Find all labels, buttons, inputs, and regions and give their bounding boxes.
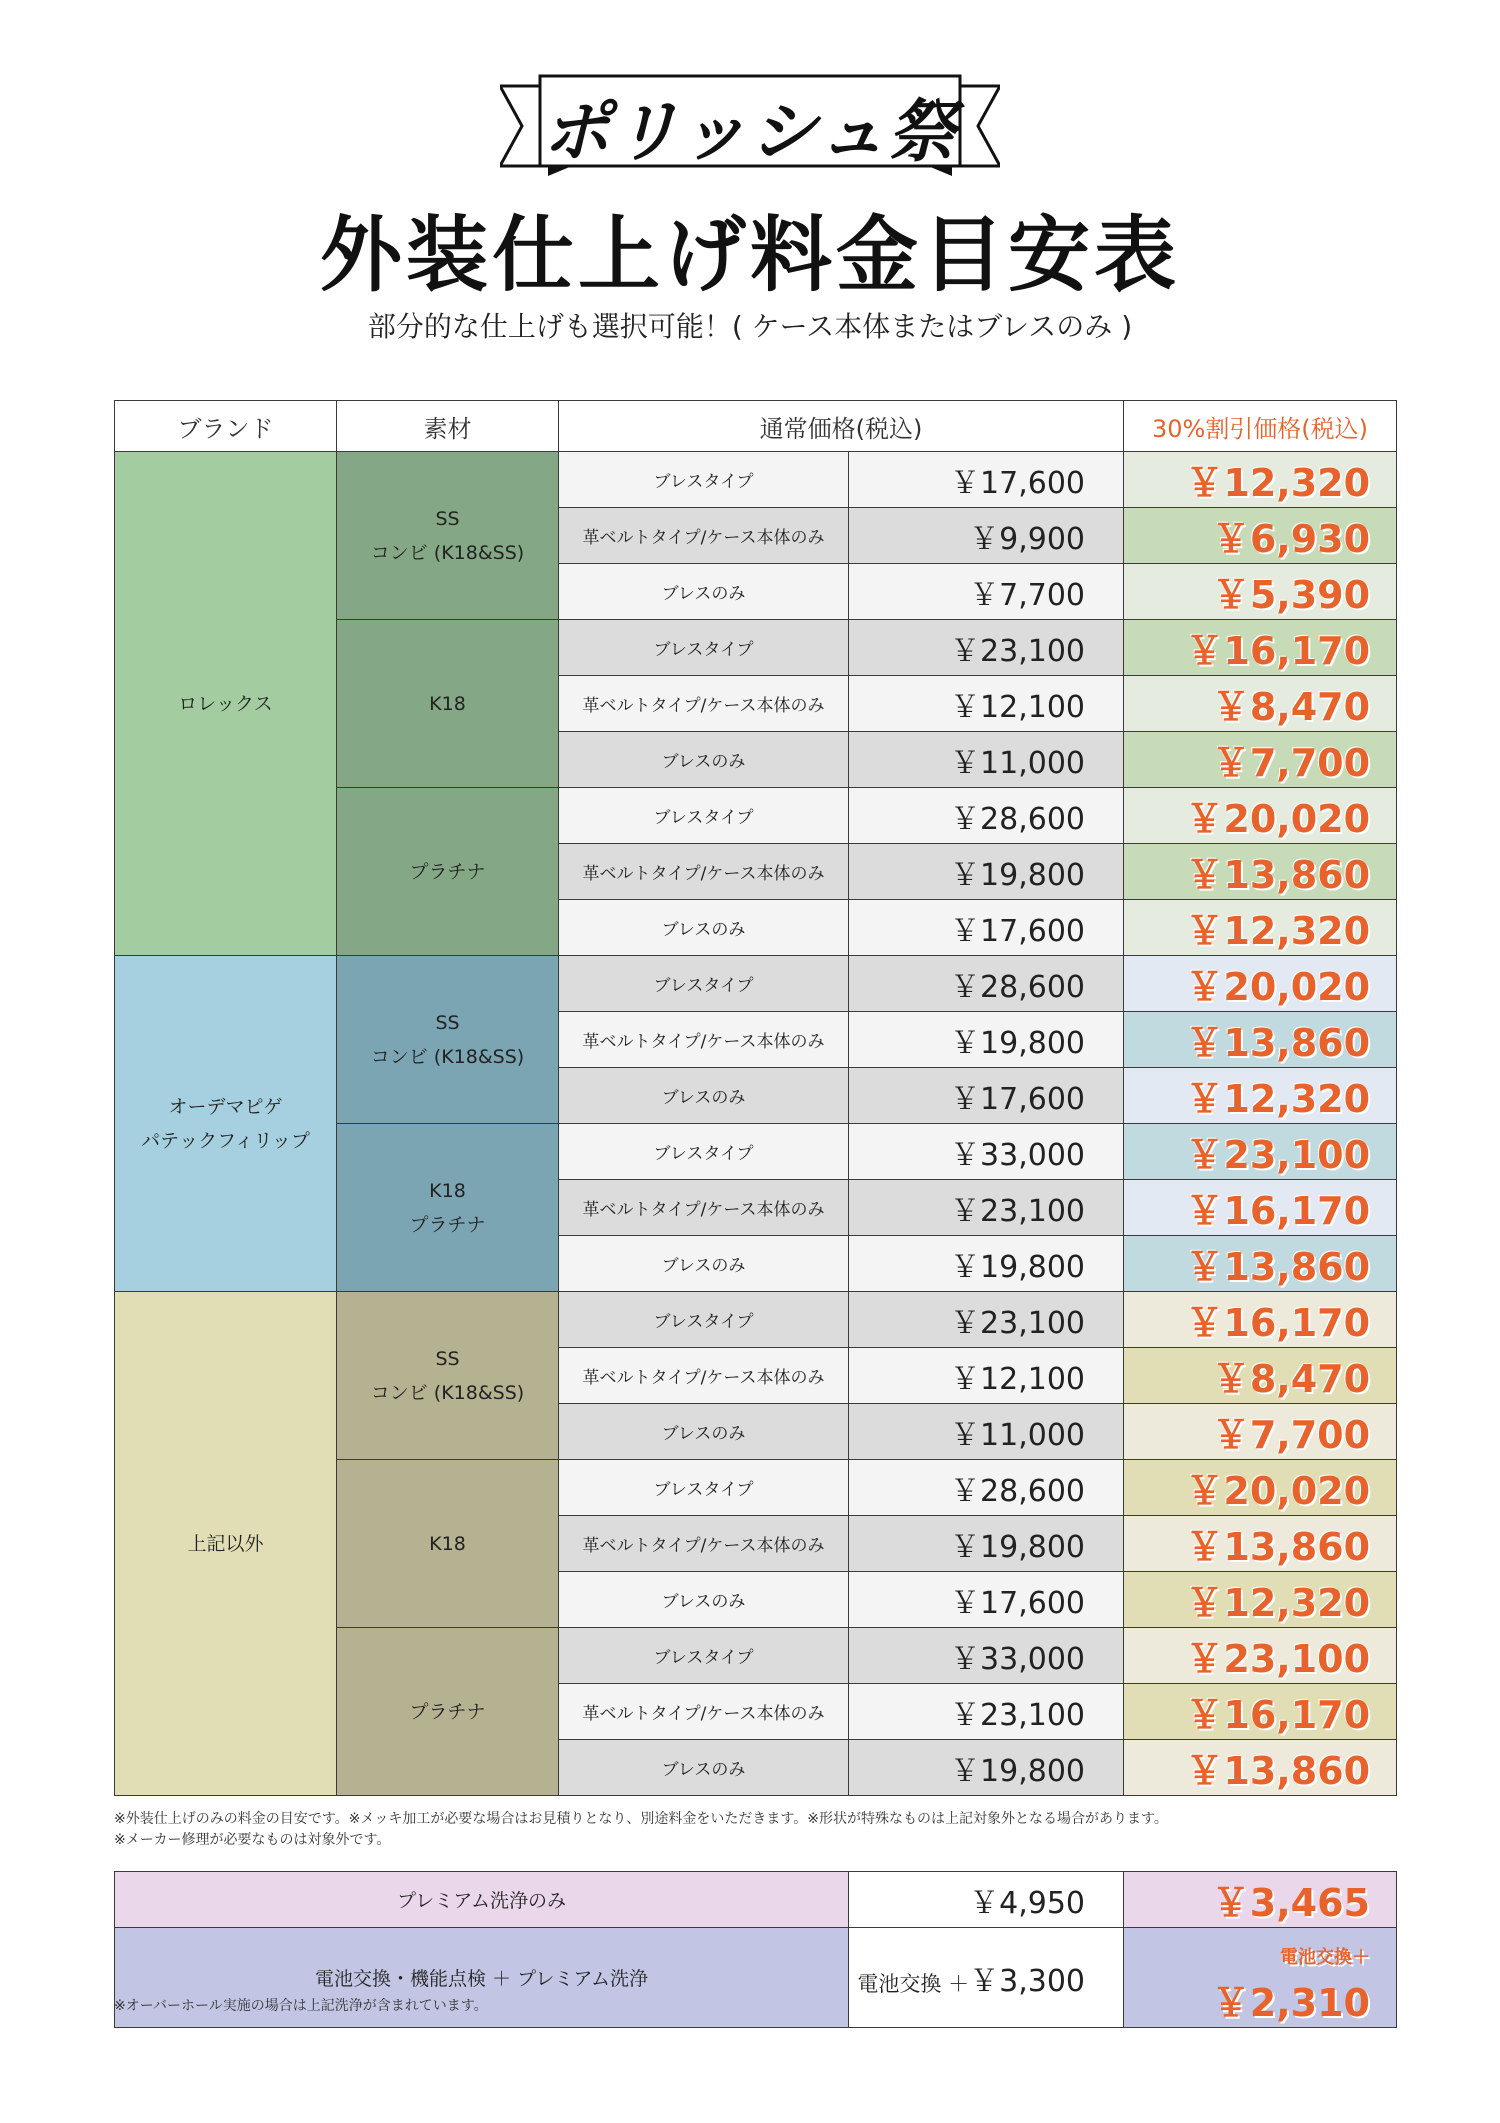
discount-price-cell: ￥7,700 [1124,1404,1397,1460]
regular-price-cell: ￥28,600 [849,788,1124,844]
table-row [115,1292,1397,1348]
service-regular-price [849,1872,1124,1928]
regular-price-cell: ￥7,700 [849,564,1124,620]
material-cell: K18 プラチナ [337,1124,559,1292]
table-row [115,956,1397,1012]
regular-price-cell: ￥19,800 [849,1740,1124,1796]
discount-price-cell: ￥12,320 [1124,1068,1397,1124]
discount-price-cell: ￥8,470 [1124,676,1397,732]
discount-price-cell: ￥13,860 [1124,1516,1397,1572]
brand-cell: オーデマピゲ パテックフィリップ [115,956,337,1292]
type-cell: 革ベルトタイプ/ケース本体のみ [559,676,849,732]
type-cell: ブレスのみ [559,564,849,620]
price-table [114,400,1397,1796]
regular-amount: ￥3,300 [969,1963,1085,1999]
discount-price-cell: ￥6,930 [1124,508,1397,564]
footnote: ※オーバーホール実施の場合は上記洗浄が含まれています。 [114,1998,488,2014]
type-cell: ブレスのみ [559,1236,849,1292]
discount-price-cell: ￥13,860 [1124,1236,1397,1292]
regular-price-cell: ￥9,900 [849,508,1124,564]
notes [114,1809,1404,1851]
discount-price-cell: ￥16,170 [1124,1684,1397,1740]
regular-price-cell: ￥23,100 [849,620,1124,676]
discount-price-cell: ￥20,020 [1124,1460,1397,1516]
note-line: ※メーカー修理が必要なものは対象外です。 [114,1832,391,1848]
discount-price-cell: ￥12,320 [1124,452,1397,508]
discount-price-cell: ￥23,100 [1124,1124,1397,1180]
discount-prefix: 電池交換＋ [1280,1947,1370,1968]
type-cell: 革ベルトタイプ/ケース本体のみ [559,1684,849,1740]
discount-price-cell: ￥5,390 [1124,564,1397,620]
brand-cell: 上記以外 [115,1292,337,1796]
type-cell: 革ベルトタイプ/ケース本体のみ [559,1516,849,1572]
discount-price-cell: ￥7,700 [1124,732,1397,788]
type-cell: ブレスタイプ [559,1292,849,1348]
type-cell: ブレスのみ [559,1572,849,1628]
type-cell: 革ベルトタイプ/ケース本体のみ [559,1180,849,1236]
type-cell: ブレスタイプ [559,620,849,676]
type-cell: ブレスタイプ [559,1124,849,1180]
table-header-row [115,401,1397,452]
note-line: ※外装仕上げのみの料金の目安です。※メッキ加工が必要な場合はお見積りとなり、別途料金をいただきます。※形状が特殊なものは上記対象外となる場合があります。 [114,1811,1168,1827]
type-cell: ブレスのみ [559,1068,849,1124]
type-cell: ブレスタイプ [559,452,849,508]
material-cell: SS コンビ (K18&SS) [337,452,559,620]
service-discount-price [1124,1928,1397,2028]
discount-price-cell: ￥16,170 [1124,1180,1397,1236]
material-cell: K18 [337,1460,559,1628]
type-cell: ブレスのみ [559,1404,849,1460]
regular-price-cell: ￥28,600 [849,1460,1124,1516]
regular-price-cell: ￥23,100 [849,1292,1124,1348]
discount-price-cell: ￥13,860 [1124,1740,1397,1796]
service-name: 電池交換・機能点検 ＋ プレミアム洗浄 [115,1928,849,2028]
header-material: 素材 [337,401,559,452]
discount-price-cell: ￥12,320 [1124,1572,1397,1628]
service-regular-price [849,1928,1124,2028]
discount-price-cell: ￥20,020 [1124,788,1397,844]
service-name: プレミアム洗浄のみ [115,1872,849,1928]
regular-price-cell: ￥19,800 [849,1012,1124,1068]
discount-price-cell: ￥16,170 [1124,1292,1397,1348]
type-cell: ブレスのみ [559,732,849,788]
type-cell: ブレスタイプ [559,956,849,1012]
regular-amount: ￥4,950 [969,1885,1085,1921]
header-brand: ブランド [115,401,337,452]
service-discount-price [1124,1872,1397,1928]
discount-price-cell: ￥20,020 [1124,956,1397,1012]
regular-price-cell: ￥17,600 [849,1572,1124,1628]
type-cell: 革ベルトタイプ/ケース本体のみ [559,508,849,564]
regular-price-cell: ￥28,600 [849,956,1124,1012]
discount-price-cell: ￥16,170 [1124,620,1397,676]
regular-price-cell: ￥17,600 [849,900,1124,956]
type-cell: ブレスタイプ [559,788,849,844]
service-row-premium [115,1872,1397,1928]
page-title: 外装仕上げ料金目安表 [319,208,1180,303]
discount-price-cell: ￥8,470 [1124,1348,1397,1404]
material-cell: SS コンビ (K18&SS) [337,1292,559,1460]
discount-price-cell: ￥23,100 [1124,1628,1397,1684]
regular-price-cell: ￥17,600 [849,452,1124,508]
type-cell: 革ベルトタイプ/ケース本体のみ [559,1348,849,1404]
event-logo-text: ポリッシュ祭 [542,92,958,172]
header-regular-price: 通常価格(税込) [559,401,1124,452]
regular-prefix: 電池交換 ＋ [857,1971,970,1996]
discount-amount: ￥2,310 [1211,1981,1370,2025]
material-cell: プラチナ [337,788,559,956]
regular-price-cell: ￥23,100 [849,1180,1124,1236]
regular-price-cell: ￥33,000 [849,1124,1124,1180]
page-subtitle: 部分的な仕上げも選択可能！( ケース本体またはブレスのみ ) [367,310,1133,343]
type-cell: ブレスタイプ [559,1460,849,1516]
regular-price-cell: ￥19,800 [849,1236,1124,1292]
type-cell: 革ベルトタイプ/ケース本体のみ [559,844,849,900]
type-cell: ブレスのみ [559,900,849,956]
type-cell: 革ベルトタイプ/ケース本体のみ [559,1012,849,1068]
regular-price-cell: ￥12,100 [849,676,1124,732]
header-discount-price: 30%割引価格(税込) [1124,401,1397,452]
material-cell: プラチナ [337,1628,559,1796]
type-cell: ブレスタイプ [559,1628,849,1684]
regular-price-cell: ￥17,600 [849,1068,1124,1124]
material-cell: SS コンビ (K18&SS) [337,956,559,1124]
material-cell: K18 [337,620,559,788]
table-row [115,452,1397,508]
discount-price-cell: ￥13,860 [1124,844,1397,900]
regular-price-cell: ￥19,800 [849,1516,1124,1572]
discount-amount: ￥3,465 [1211,1881,1370,1925]
brand-cell: ロレックス [115,452,337,956]
regular-price-cell: ￥11,000 [849,1404,1124,1460]
discount-price-cell: ￥12,320 [1124,900,1397,956]
type-cell: ブレスのみ [559,1740,849,1796]
regular-price-cell: ￥11,000 [849,732,1124,788]
regular-price-cell: ￥12,100 [849,1348,1124,1404]
regular-price-cell: ￥19,800 [849,844,1124,900]
regular-price-cell: ￥23,100 [849,1684,1124,1740]
discount-price-cell: ￥13,860 [1124,1012,1397,1068]
regular-price-cell: ￥33,000 [849,1628,1124,1684]
